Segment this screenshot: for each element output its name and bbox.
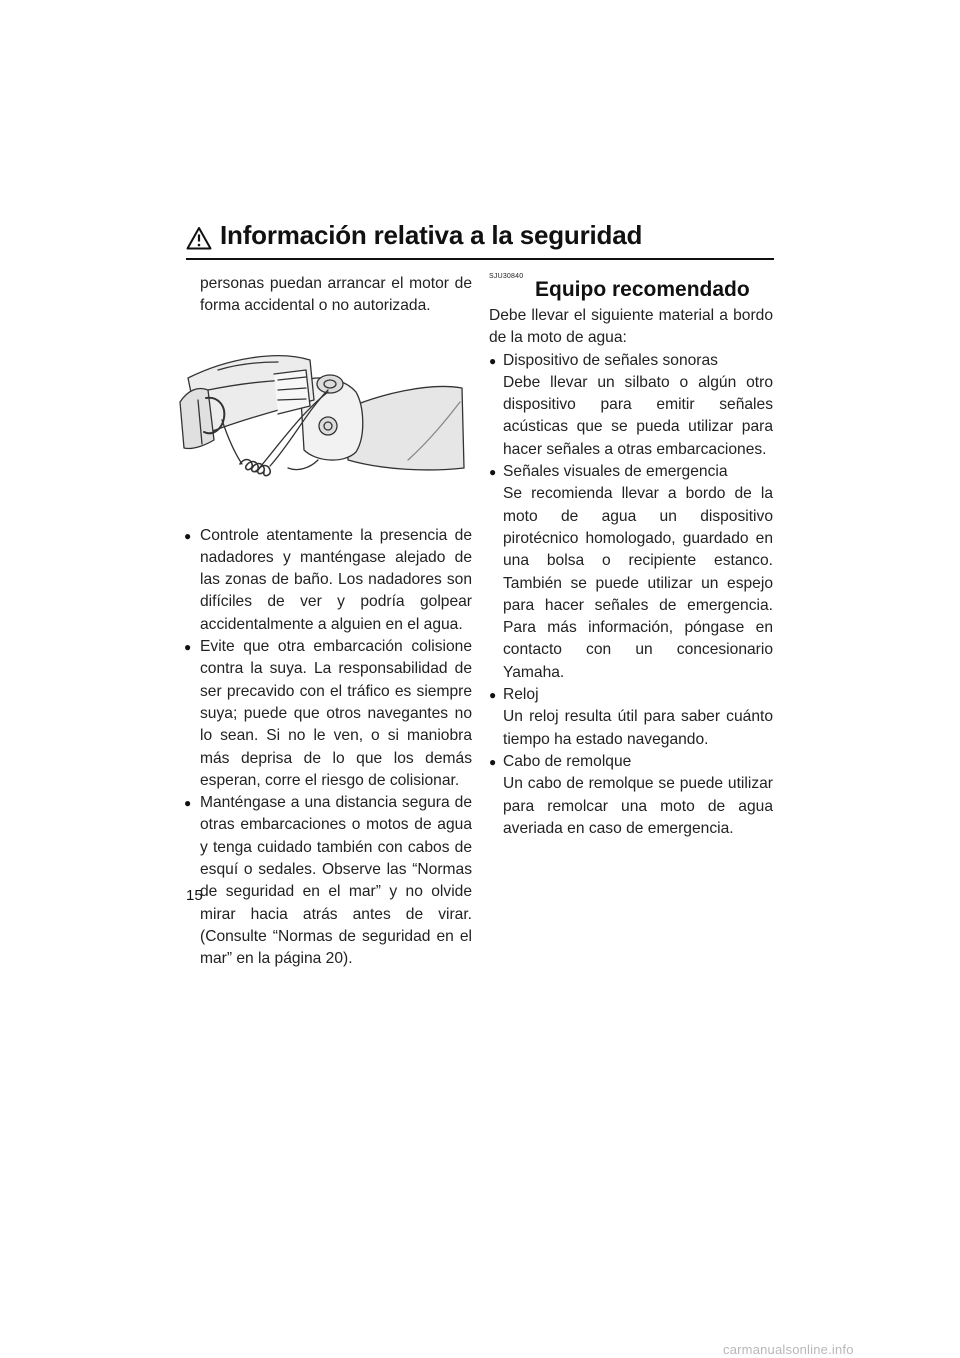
page-title: Información relativa a la seguridad — [220, 220, 643, 250]
bullet-icon: ● — [489, 754, 497, 769]
right-column — [489, 272, 773, 840]
item-title: Señales visuales de emergencia — [503, 463, 728, 481]
item-description: Se recomienda llevar a bordo de la moto de agua un dispositivo pirotécnico homologado, guardado en una bolsa o recipiente estanco. También se puede utilizar un espejo para hacer señales de emergencia. Para más información, póngase en contacto con un concesionario Yamaha. — [503, 485, 773, 681]
section-title: Equipo recomendado — [535, 278, 750, 301]
list-item: ● Manténgase a una distancia segura de otras embarcaciones o motos de agua y tenga cuidado también con cabos de esquí o sedales. Observe las “Normas de seguridad en el mar” y no olvide mirar hacia atrás antes de virar. (Consulte “Normas de seguridad en el mar” en la página 20). — [184, 794, 472, 968]
list-item: ● Controle atentamente la presencia de nadadores y manténgase alejado de las zonas de baño. Los nadadores son difíciles de ver y podría golpear accidentalmente a alguien en el agua. — [184, 526, 472, 633]
bullet-icon: ● — [489, 465, 497, 480]
item-title: Dispositivo de señales sonoras — [503, 351, 718, 369]
page-number: 15 — [186, 887, 203, 904]
engine-shutoff-lanyard-illustration — [178, 340, 468, 500]
section-code: SJU30840 — [489, 273, 524, 280]
item-title: Reloj — [503, 686, 539, 704]
list-item — [489, 350, 773, 461]
item-description: Debe llevar un silbato o algún otro dispositivo para emitir señales acústicas que se pueda utilizar para hacer señales a otras embarcaciones. — [503, 373, 773, 458]
list-item — [489, 684, 773, 751]
bullet-icon: ● — [489, 353, 497, 368]
item-description: Un cabo de remolque se puede utilizar para remolcar una moto de agua averiada en caso de emergencia. — [503, 775, 773, 837]
watermark-link[interactable]: carmanualsonline.info — [723, 1342, 854, 1357]
bullet-icon: ● — [184, 796, 192, 811]
bullet-icon: ● — [489, 688, 497, 703]
item-description: Un reloj resulta útil para saber cuánto tiempo ha estado navegando. — [503, 708, 773, 748]
bullet-icon: ● — [184, 528, 192, 543]
list-item: ● Evite que otra embarcación colisione contra la suya. La responsabilidad de ser precavido con el tráfico es siempre suya; puede que otros navegantes no lo sean. Si no le ven, o si maniobra más deprisa de lo que los demás esperan, corre el riesgo de colisionar. — [184, 638, 472, 789]
list-item — [489, 751, 773, 840]
page-header — [186, 222, 774, 260]
equipment-list — [489, 350, 773, 841]
left-intro: personas puedan arrancar el motor de forma accidental o no autorizada. — [200, 275, 472, 315]
list-item — [489, 461, 773, 684]
item-title: Cabo de remolque — [503, 752, 632, 770]
bullet-icon: ● — [184, 640, 192, 655]
warning-triangle-icon — [186, 226, 212, 250]
section-intro: Debe llevar el siguiente material a bordo de la moto de agua: — [489, 307, 773, 347]
